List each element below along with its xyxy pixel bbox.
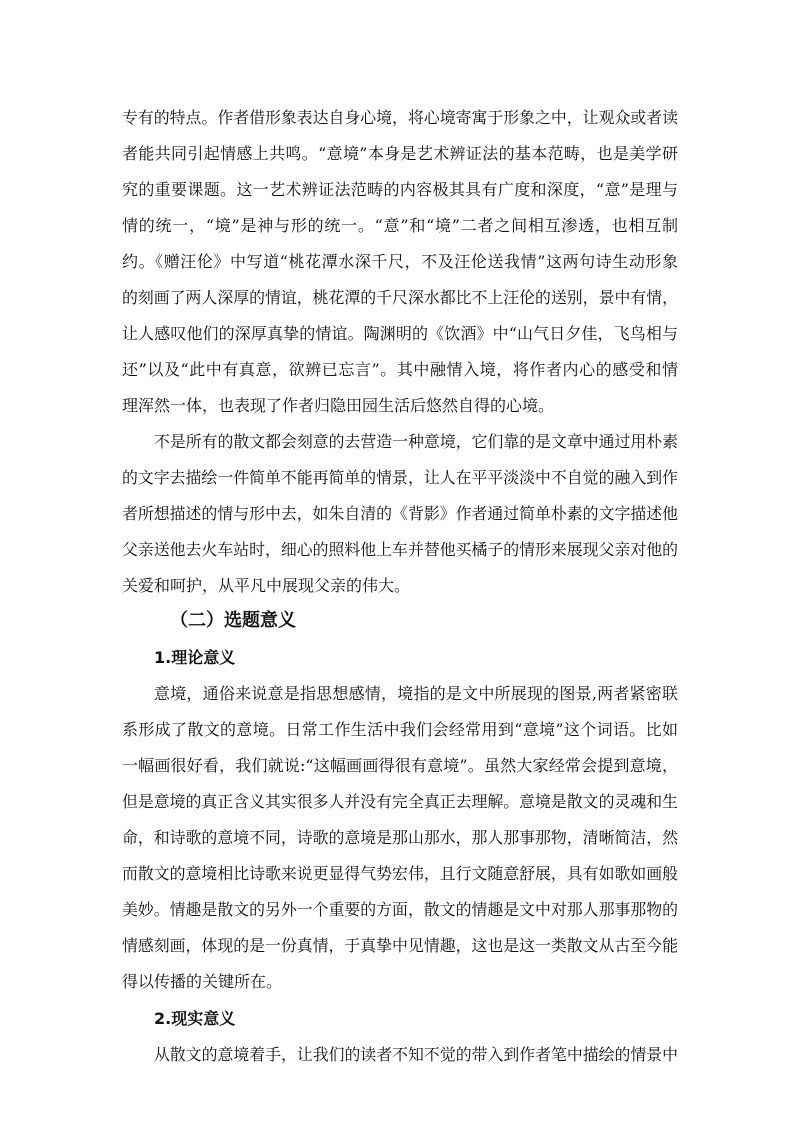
subsection-1-line-3: 一幅画很好看，我们就说:“这幅画画得很有意境”。虽然大家经常会提到意境， bbox=[122, 756, 678, 775]
subsection-1-line-5: 命，和诗歌的意境不同，诗歌的意境是那山那水，那人那事那物，清晰简洁，然 bbox=[122, 828, 678, 847]
paragraph-2-line-2: 的文字去描绘一件简单不能再简单的情景，让人在平平淡淡中不自觉的融入到作 bbox=[122, 468, 678, 487]
subsection-1-line-4: 但是意境的真正含义其实很多人并没有完全真正去理解。意境是散文的灵魂和生 bbox=[122, 792, 678, 811]
subsection-1-line-1: 意境，通俗来说意是指思想感情，境指的是文中所展现的图景,两者紧密联 bbox=[154, 684, 678, 703]
subsection-1-line-6: 而散文的意境相比诗歌来说更显得气势宏伟，且行文随意舒展，具有如歌如画般 bbox=[122, 864, 678, 883]
paragraph-1-line-1: 专有的特点。作者借形象表达自身心境，将心境寄寓于形象之中，让观众或者读 bbox=[122, 108, 678, 127]
paragraph-1-line-3: 究的重要课题。这一艺术辨证法范畴的内容极其具有广度和深度，“意”是理与 bbox=[122, 180, 678, 199]
paragraph-2-line-1: 不是所有的散文都会刻意的去营造一种意境，它们靠的是文章中通过用朴素 bbox=[154, 432, 678, 451]
subsection-2-line-1: 从散文的意境着手，让我们的读者不知不觉的带入到作者笔中描绘的情景中 bbox=[154, 1045, 678, 1064]
subsection-1-line-8: 情感刻画，体现的是一份真情，于真挚中见情趣，这也是这一类散文从古至今能 bbox=[122, 936, 678, 955]
paragraph-2-line-3: 者所想描述的情与形中去，如朱自清的《背影》作者通过简单朴素的文字描述他 bbox=[122, 504, 678, 523]
paragraph-2-line-4: 父亲送他去火车站时，细心的照料他上车并替他买橘子的情形来展现父亲对他的 bbox=[122, 540, 678, 559]
paragraph-1-line-8: 还”以及“此中有真意，欲辨已忘言”。其中融情入境，将作者内心的感受和情 bbox=[122, 360, 678, 379]
subsection-1-title: 1.理论意义 bbox=[154, 648, 236, 667]
section-heading: （二）选题意义 bbox=[170, 610, 296, 631]
paragraph-1-line-5: 约。《赠汪伦》中写道“桃花潭水深千尺，不及汪伦送我情”这两句诗生动形象 bbox=[122, 252, 678, 271]
subsection-1-line-2: 系形成了散文的意境。日常工作生活中我们会经常用到“意境”这个词语。比如 bbox=[122, 720, 678, 739]
paragraph-1-line-4: 情的统一，“境”是神与形的统一。“意”和“境”二者之间相互渗透，也相互制 bbox=[122, 216, 678, 235]
paragraph-1-line-7: 让人感叹他们的深厚真挚的情谊。陶渊明的《饮酒》中“山气日夕佳，飞鸟相与 bbox=[122, 324, 678, 343]
subsection-1-line-7: 美妙。情趣是散文的另外一个重要的方面，散文的情趣是文中对那人那事那物的 bbox=[122, 900, 678, 919]
paragraph-2-line-5: 关爱和呵护，从平凡中展现父亲的伟大。 bbox=[122, 576, 411, 595]
subsection-1-line-9: 得以传播的关键所在。 bbox=[122, 972, 283, 991]
paragraph-1-line-6: 的刻画了两人深厚的情谊，桃花潭的千尺深水都比不上汪伦的送别，景中有情， bbox=[122, 288, 678, 307]
paragraph-1-line-9: 理浑然一体，也表现了作者归隐田园生活后悠然自得的心境。 bbox=[122, 396, 555, 415]
subsection-2-title: 2.现实意义 bbox=[154, 1009, 236, 1028]
paragraph-1-line-2: 者能共同引起情感上共鸣。“意境”本身是艺术辨证法的基本范畴，也是美学研 bbox=[122, 144, 678, 163]
